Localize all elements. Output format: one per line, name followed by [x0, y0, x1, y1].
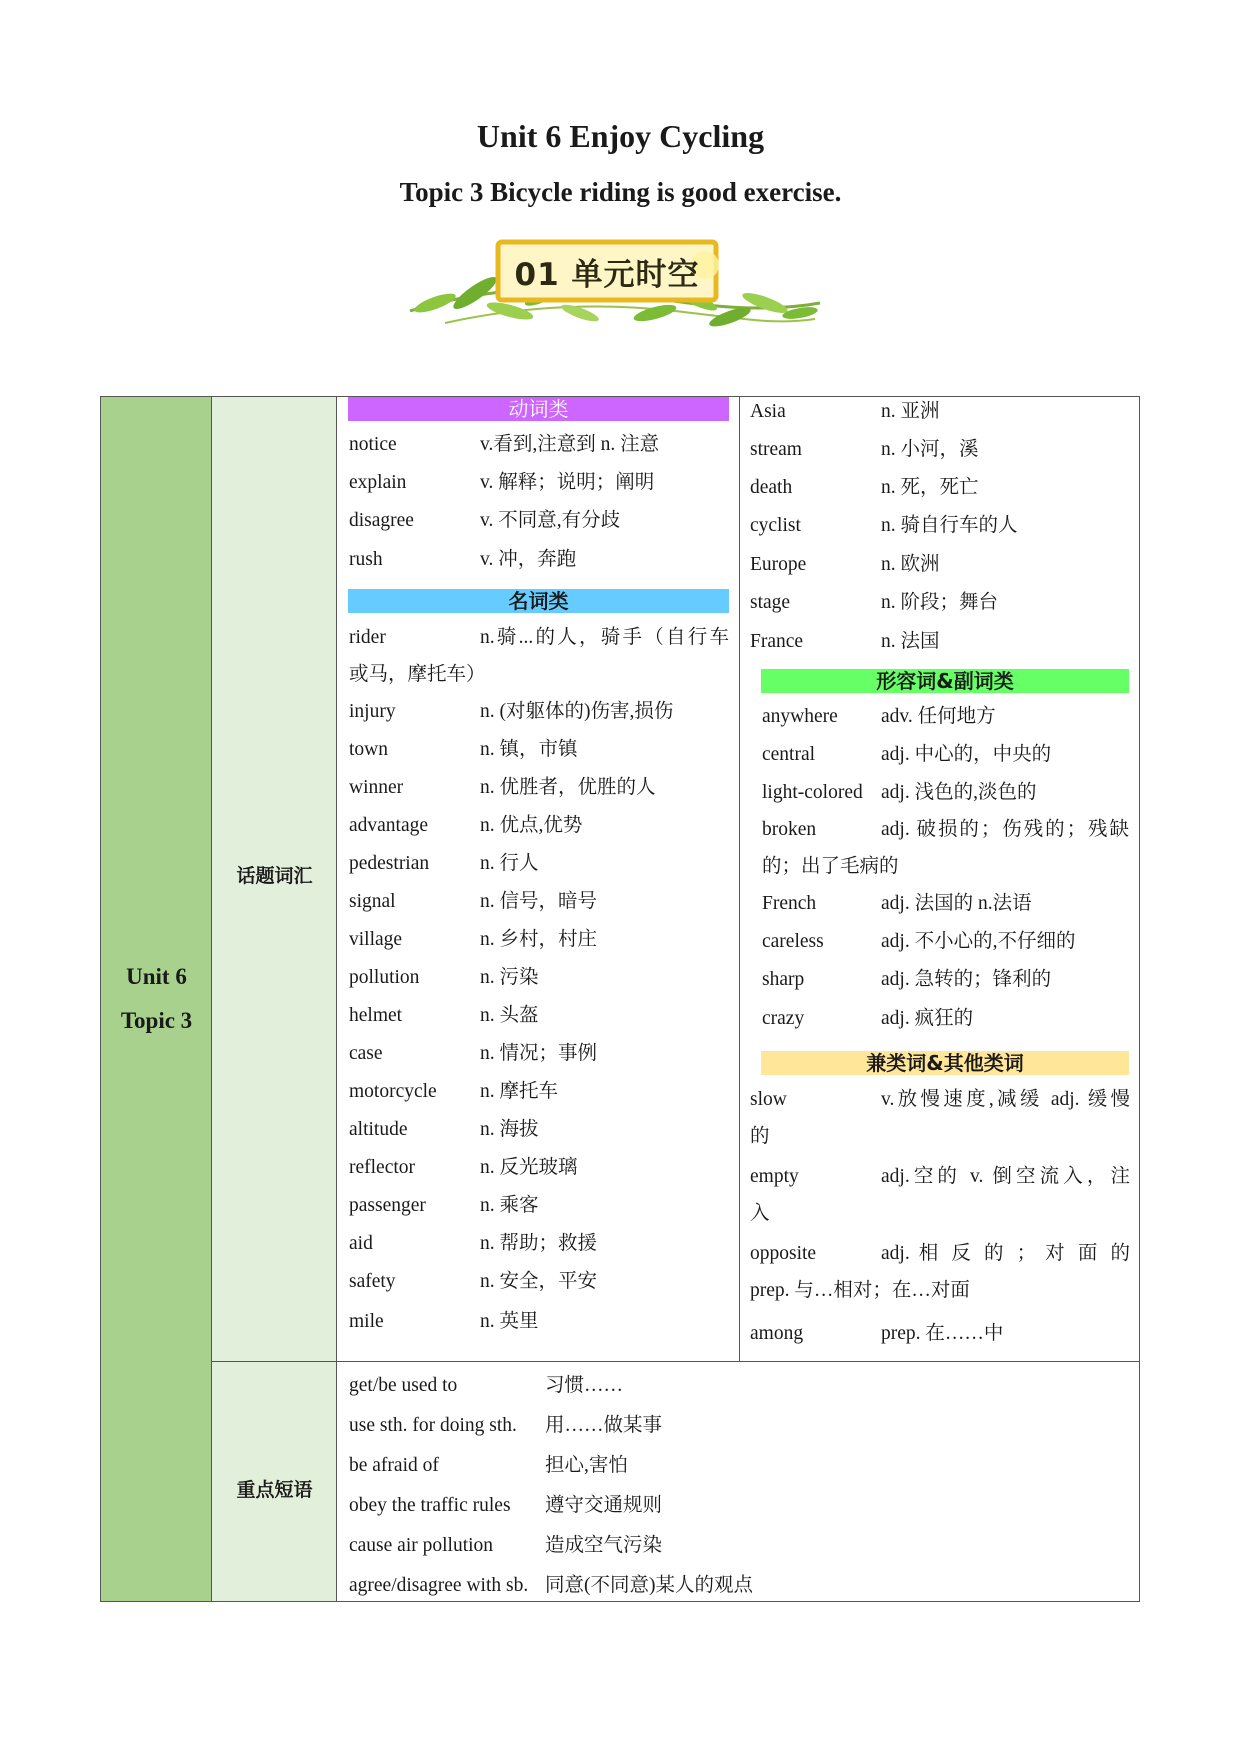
word: safety — [349, 1271, 396, 1292]
word: disagree — [349, 510, 414, 531]
word: passenger — [349, 1195, 426, 1216]
list-item — [349, 619, 729, 693]
unit-label — [101, 955, 212, 1043]
word: slow — [750, 1089, 787, 1110]
meaning: n. 乘客 — [480, 1195, 539, 1216]
phrase: use sth. for doing sth. — [349, 1415, 517, 1436]
word: advantage — [349, 815, 429, 836]
word: town — [349, 739, 388, 760]
word: altitude — [349, 1119, 408, 1140]
meaning: n. 乡村，村庄 — [480, 929, 598, 950]
phrase-row — [349, 1491, 663, 1521]
meaning-continued: 入 — [750, 1203, 770, 1224]
phrase: be afraid of — [349, 1455, 439, 1476]
meaning: n. 亚洲 — [881, 401, 940, 422]
phrase-row — [349, 1571, 753, 1601]
word: notice — [349, 434, 397, 455]
word: cyclist — [750, 515, 801, 536]
meaning: n. 骑自行车的人 — [881, 515, 1018, 536]
meaning-continued: 的 — [750, 1126, 770, 1147]
word: central — [762, 744, 816, 765]
meaning: adj. 浅色的,淡色的 — [881, 782, 1037, 803]
list-item — [750, 1235, 1130, 1309]
word: pedestrian — [349, 853, 430, 874]
section-verbs: 动词类 — [348, 397, 729, 421]
meaning-continued: 或马，摩托车） — [349, 664, 486, 685]
phrase: get/be used to — [349, 1375, 458, 1396]
meaning: adj.空的 v. 倒空流入，注 — [881, 1166, 1130, 1187]
phrase-meaning: 习惯…… — [545, 1375, 624, 1396]
word: stage — [750, 592, 791, 613]
meaning: n. 污染 — [480, 967, 539, 988]
meaning: adv. 任何地方 — [881, 706, 996, 727]
word: careless — [762, 931, 824, 952]
word: crazy — [762, 1008, 805, 1029]
word: anywhere — [762, 706, 838, 727]
word: reflector — [349, 1157, 416, 1178]
phrase-meaning: 同意(不同意)某人的观点 — [545, 1575, 753, 1596]
meaning: adj. 急转的；锋利的 — [881, 969, 1052, 990]
word: among — [750, 1323, 804, 1344]
meaning: adj. 法国的 n.法语 — [881, 893, 1032, 914]
section-nouns: 名词类 — [348, 589, 729, 613]
phrase-meaning: 用……做某事 — [545, 1415, 663, 1436]
meaning: v. 冲，奔跑 — [480, 549, 577, 570]
phrase-row — [349, 1451, 628, 1481]
phrase-row — [349, 1411, 663, 1441]
word: village — [349, 929, 403, 950]
meaning: v.放慢速度,减缓 adj. 缓慢 — [881, 1089, 1130, 1110]
phrase-meaning: 遵守交通规则 — [545, 1495, 663, 1516]
vocab-column-divider — [739, 397, 740, 1361]
phrase-category-label: 重点短语 — [236, 1479, 313, 1501]
phrase-meaning: 担心,害怕 — [545, 1455, 628, 1476]
phrase: cause air pollution — [349, 1535, 494, 1556]
word: pollution — [349, 967, 420, 988]
vocabulary-table — [100, 396, 1140, 1602]
meaning: n. 阶段；舞台 — [881, 592, 999, 613]
word: aid — [349, 1233, 373, 1254]
word: winner — [349, 777, 404, 798]
meaning: adj. 不小心的,不仔细的 — [881, 931, 1076, 952]
category-divider — [212, 1361, 1139, 1362]
meaning: n. 小河，溪 — [881, 439, 979, 460]
phrase: agree/disagree with sb. — [349, 1575, 529, 1596]
word: helmet — [349, 1005, 403, 1026]
meaning: adj. 疯狂的 — [881, 1008, 974, 1029]
meaning-continued: prep. 与…相对；在…对面 — [750, 1280, 970, 1301]
word: injury — [349, 701, 396, 722]
meaning: adj. 破损的；伤残的；残缺 — [881, 819, 1129, 840]
page-subtitle: Topic 3 Bicycle riding is good exercise. — [399, 177, 842, 207]
unit-column — [101, 397, 212, 1601]
meaning: n. 海拔 — [480, 1119, 539, 1140]
meaning: n. 信号，暗号 — [480, 891, 598, 912]
meaning: n. 摩托车 — [480, 1081, 559, 1102]
word: rider — [349, 627, 386, 648]
section-adjectives: 形容词&副词类 — [761, 669, 1129, 693]
phrase-row — [349, 1371, 624, 1401]
meaning: v. 解释；说明；阐明 — [480, 472, 655, 493]
word: broken — [762, 819, 817, 840]
meaning: v. 不同意,有分歧 — [480, 510, 621, 531]
word: opposite — [750, 1243, 817, 1264]
vocab-category-label: 话题词汇 — [236, 865, 313, 887]
list-item — [762, 811, 1129, 885]
meaning-continued: 的；出了毛病的 — [762, 856, 899, 877]
word: case — [349, 1043, 383, 1064]
word: explain — [349, 472, 407, 493]
category-column — [212, 397, 337, 1601]
word: light-colored — [762, 782, 863, 803]
word: Asia — [750, 401, 786, 422]
meaning: n. (对躯体的)伤害,损伤 — [480, 701, 674, 722]
meaning: n. 情况；事例 — [480, 1043, 598, 1064]
meaning: n. 英里 — [480, 1311, 539, 1332]
meaning: n. 帮助；救援 — [480, 1233, 598, 1254]
meaning: n. 头盔 — [480, 1005, 539, 1026]
word: stream — [750, 439, 802, 460]
meaning: v.看到,注意到 n. 注意 — [480, 434, 660, 455]
meaning: n. 欧洲 — [881, 554, 940, 575]
phrase-row — [349, 1531, 663, 1561]
meaning: n. 优点,优势 — [480, 815, 583, 836]
word: rush — [349, 549, 383, 570]
list-item — [750, 1081, 1130, 1155]
meaning: prep. 在……中 — [881, 1323, 1004, 1344]
meaning: n. 反光玻璃 — [480, 1157, 578, 1178]
word: France — [750, 631, 804, 652]
word: death — [750, 477, 793, 498]
phrase-meaning: 造成空气污染 — [545, 1535, 663, 1556]
unit-label-line1: Unit 6 — [126, 964, 187, 989]
list-item — [750, 1158, 1130, 1232]
word: signal — [349, 891, 396, 912]
meaning: n. 安全，平安 — [480, 1271, 598, 1292]
meaning: n.骑...的人，骑手（自行车 — [480, 627, 729, 648]
word: French — [762, 893, 817, 914]
meaning: n. 行人 — [480, 853, 539, 874]
banner-label: 01 单元时空 — [514, 256, 700, 293]
meaning: n. 镇，市镇 — [480, 739, 578, 760]
meaning: adj. 相 反 的 ； 对 面 的 — [881, 1243, 1130, 1264]
phrase: obey the traffic rules — [349, 1495, 511, 1516]
meaning: adj. 中心的，中央的 — [881, 744, 1052, 765]
meaning: n. 死，死亡 — [881, 477, 979, 498]
word: empty — [750, 1166, 799, 1187]
meaning: n. 优胜者，优胜的人 — [480, 777, 656, 798]
section-misc: 兼类词&其他类词 — [761, 1051, 1129, 1075]
unit-label-line2: Topic 3 — [120, 1008, 193, 1033]
word: Europe — [750, 554, 807, 575]
word: mile — [349, 1311, 384, 1332]
word: sharp — [762, 969, 805, 990]
meaning: n. 法国 — [881, 631, 940, 652]
word: motorcycle — [349, 1081, 437, 1102]
page-title: Unit 6 Enjoy Cycling — [476, 118, 765, 154]
